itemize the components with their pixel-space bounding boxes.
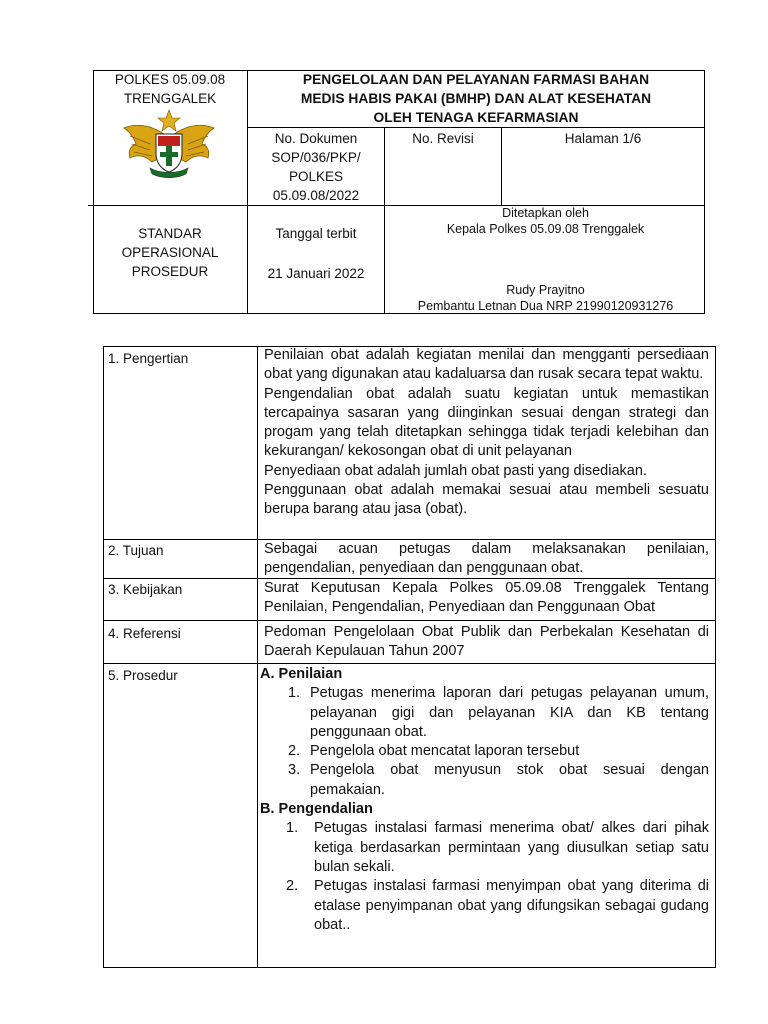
content-prosedur (260, 665, 709, 935)
label-tujuan: 2. Tujuan (108, 543, 164, 558)
issue-date-label: Tanggal terbit (275, 226, 357, 241)
pengertian-p3: Penyediaan obat adalah jumlah obat pasti yang disediakan. (264, 462, 647, 479)
page-number: Halaman 1/6 (564, 131, 642, 146)
content-referensi: Pedoman Pengelolaan Obat Publik dan Perbekalan Kesehatan di Daerah Kepulauan Tahun 2007 (264, 624, 709, 660)
label-pengertian: 1. Pengertian (108, 351, 189, 366)
pengertian-p1: Penilaian obat adalah kegiatan menilai dan mengganti persediaan obat yang digunakan atau kadaluarsa dan rusak secara tepat waktu. (264, 347, 709, 383)
content-pengertian (264, 346, 709, 520)
content-tujuan: Sebagai acuan petugas dalam melaksanakan penilaian, pengendalian, penyediaan dan penggunaan obat. (264, 541, 709, 577)
institution-name: POLKES 05.09.08 TRENGGALEK (114, 72, 226, 106)
label-referensi: 4. Referensi (108, 626, 181, 641)
issue-date-value: 21 Januari 2022 (267, 266, 365, 281)
label-prosedur: 5. Prosedur (108, 668, 178, 683)
prosedur-b-title: B. Pengendalian (260, 801, 373, 818)
signer-block: Rudy Prayitno Pembantu Letnan Dua NRP 21990120931276 (417, 283, 674, 313)
prosedur-a-title: A. Penilaian (260, 666, 343, 682)
row-divider-3 (103, 620, 716, 621)
header-divider-v1 (247, 70, 248, 314)
header-divider-v2 (384, 127, 385, 314)
sop-label: STANDAR OPERASIONAL PROSEDUR (121, 226, 219, 279)
label-kebijakan: 3. Kebijakan (108, 582, 183, 597)
header-divider-h1 (247, 127, 705, 128)
list-item: 2. Pengelola obat mencatat laporan tersebut (288, 743, 580, 760)
document-number-block: No. Dokumen SOP/036/PKP/ POLKES 05.09.08/2022 (271, 131, 361, 203)
header-divider-v3 (501, 127, 502, 205)
pengertian-p2: Pengendalian obat adalah suatu kegiatan untuk memastikan tercapainya sasaran yang diinginkan sesuai dengan strategi dan progam yang telah ditetapkan sehingga tidak terjadi kelebihan dan kekurangan/ kekosongan obat di unit pelayanan (264, 385, 709, 460)
pengertian-p4: Penggunaan obat adalah memakai sesuai atau membeli sesuatu berupa barang atau jasa (obat). (264, 482, 709, 518)
approval-block: Ditetapkan oleh Kepala Polkes 05.09.08 Trenggalek (446, 206, 645, 236)
polkes-emblem-logo (120, 108, 218, 180)
list-item: 1. Petugas menerima laporan dari petugas pelayanan umum, pelayanan gigi dan pelayanan KIA dan KB tentang penggunaan obat. (288, 685, 709, 740)
list-item: 1. Petugas instalasi farmasi menerima obat/ alkes dari pihak ketiga berdasarkan permintaan yang diusulkan setiap satu bulan sekali. (286, 820, 709, 875)
row-divider-4 (103, 663, 716, 664)
content-kebijakan: Surat Keputusan Kepala Polkes 05.09.08 Trenggalek Tentang Penilaian, Pengendalian, Penyediaan dan Penggunaan Obat (264, 580, 709, 616)
content-divider-v (257, 346, 258, 968)
list-item: 2. Petugas instalasi farmasi menyimpan obat yang diterima di etalase penyimpanan obat yang difungsikan sebagai gudang obat.. (286, 878, 709, 933)
revision-label: No. Revisi (412, 131, 474, 146)
document-title: PENGELOLAAN DAN PELAYANAN FARMASI BAHAN MEDIS HABIS PAKAI (BMHP) DAN ALAT KESEHATAN OLEH TENAGA KEFARMASIAN (300, 72, 652, 125)
list-item: 3. Pengelola obat menyusun stok obat sesuai dengan pemakaian. (288, 762, 709, 798)
